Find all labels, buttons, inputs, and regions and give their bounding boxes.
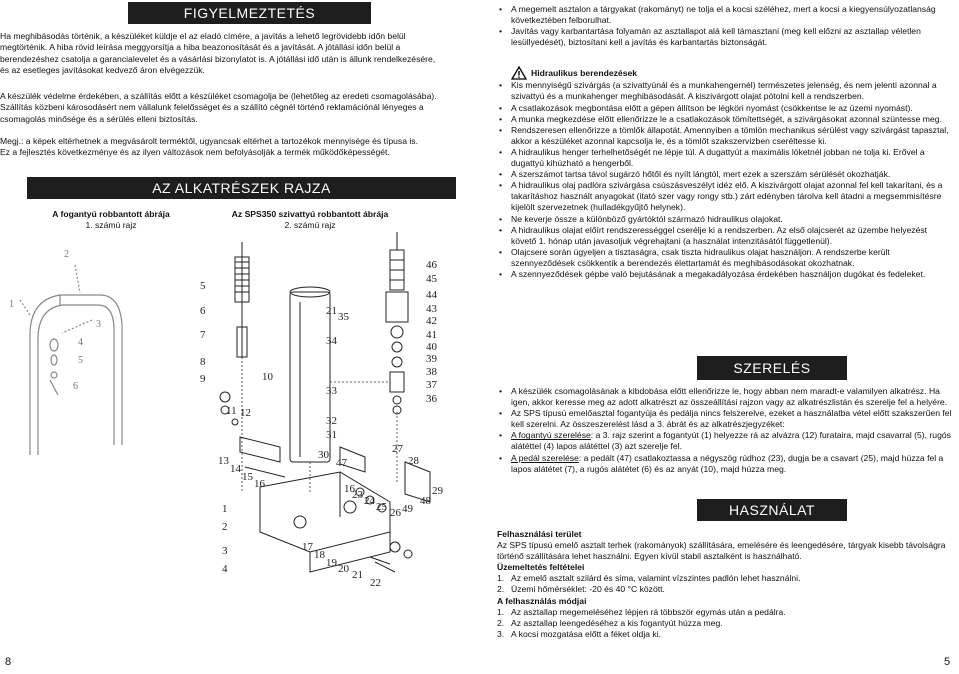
list-item: 2. Az asztallap leengedéséhez a kis fogantyút húzza meg. xyxy=(497,617,723,628)
list-item: 3. A kocsi mozgatása előtt a féket oldja ki. xyxy=(497,628,661,639)
right-column xyxy=(497,4,952,280)
fig2-label: 2 xyxy=(222,521,228,533)
fig2-label: 8 xyxy=(200,356,206,368)
fig2-label: 16 xyxy=(344,483,355,495)
fig1-label: 6 xyxy=(73,381,78,392)
fig2-label: 31 xyxy=(326,429,337,441)
fig2-label: 36 xyxy=(426,393,437,405)
fig2-label: 42 xyxy=(426,315,437,327)
conditions-heading: Üzemeltetés feltételei xyxy=(497,562,585,573)
list-item: • Javítás vagy karbantartása folyamán az asztallapot alá kell támasztani (meg kell előzni az asztallap véletlen lesüllyedését), biztosítani kell a javítás és karbantartás biztonságát. xyxy=(497,26,952,48)
list-item: • A munka megkezdése előtt ellenőrizze le a csatlakozások tömítettségét, a szivárgásokat azonnal szüntesse meg. xyxy=(497,114,952,125)
assembly-title: SZERELÉS xyxy=(697,356,847,380)
fig2-label: 3 xyxy=(222,545,228,557)
pedal-assembly-text: : a pedált (47) csatlakoztassa a négyszög rúdhoz (23), dugja be a csavart (25), majd húzza fel a lapos alátétet (7), a rugós alátétet (6) és az anyát (10), majd húzza meg. xyxy=(511,452,944,474)
top-bullet-list xyxy=(497,4,952,48)
assembly-bullet-list xyxy=(497,386,952,475)
list-item: • A hidraulikus henger terhelhetőségét ne lépje túl. A dugattyút a maximális löketnél jobban ne tolja ki. Erővel a dugattyú kihúzható a hengerből. xyxy=(497,147,952,169)
fig2-label: 24 xyxy=(364,495,375,507)
fig2-label: 49 xyxy=(402,503,413,515)
fig1-label: 3 xyxy=(96,319,101,330)
fig2-label: 28 xyxy=(408,455,419,467)
fig2-label: 39 xyxy=(426,353,437,365)
page-number-right: 5 xyxy=(944,656,951,668)
fig2-label: 29 xyxy=(432,485,443,497)
fig2-label: 38 xyxy=(426,366,437,378)
fig2-label: 27 xyxy=(392,443,403,455)
fig2-label: 19 xyxy=(326,557,337,569)
handle-exploded-drawing xyxy=(0,235,140,465)
parts-drawing-title: AZ ALKATRÉSZEK RAJZA xyxy=(27,177,456,199)
fig2-label: 21 xyxy=(326,305,337,317)
usage-section xyxy=(497,529,952,640)
fig2-label: 34 xyxy=(326,335,337,347)
list-item: • Ne keverje össze a különböző gyártóktól származó hidraulikus olajokat. xyxy=(497,214,952,225)
fig2-label: 16 xyxy=(254,478,265,490)
modes-list xyxy=(497,607,952,640)
list-item: • A szerszámot tartsa távol sugárzó hőtől és nyílt lángtól, mert ezek a szerszám sérülését okozhatják. xyxy=(497,169,952,180)
fig2-label: 1 xyxy=(222,503,228,515)
list-item: • A hidraulikus olajat előírt rendszerességgel cserélje ki a rendszerben. Az első olajcserét az üzembe helyezést követő 1. hónap után javasoljuk végrehajtani (a használat intenzitásától függetlenül). xyxy=(497,225,952,247)
fig2-label: 47 xyxy=(336,457,347,469)
fig1-label: 2 xyxy=(64,249,69,260)
modes-heading: A felhasználás módjai xyxy=(497,595,587,606)
fig2-label: 22 xyxy=(370,577,381,589)
warning-triangle-icon xyxy=(511,66,527,80)
fig2-label: 7 xyxy=(200,329,206,341)
fig2-label: 17 xyxy=(302,541,313,553)
fig2-subtitle: 2. számú rajz xyxy=(284,220,336,230)
fig2-label: 23 xyxy=(352,489,363,501)
fig2-label: 41 xyxy=(426,329,437,341)
fig2-label: 13 xyxy=(218,455,229,467)
field-text: Az SPS típusú emelő asztalt terhek (rakományok) szállítására, emelésére és leengedésére, tárgyak kisebb távolságra történő szállítására lehet használni. Egyen kívül stabil asztalként is használható. xyxy=(497,540,946,562)
hydraulic-bullet-list xyxy=(497,80,952,280)
list-item: • A szennyeződések gépbe való bejutásának a megakadályozása érdekében használjon dugókat és fedeleket. xyxy=(497,269,952,280)
fig2-label: 18 xyxy=(314,549,325,561)
packaging-paragraph: A készülék védelme érdekében, a szállítás előtt a készüléket csomagolja be (lehetőleg az eredeti csomagolásába). Szállítás közbeni károsodásért nem vállalunk felelősséget és a szállító cégnél történő reklamációnál lényeges a csomagolás minősége és a sérülés elleni biztosítás. xyxy=(0,91,437,124)
handle-assembly-label: A fogantyú szerelése xyxy=(511,430,591,441)
fig1-label: 4 xyxy=(78,337,83,348)
conditions-list xyxy=(497,573,952,595)
fig2-label: 25 xyxy=(376,501,387,513)
list-item xyxy=(497,430,952,452)
fig2-label: 46 xyxy=(426,259,437,271)
pedal-assembly-label: A pedál szerelése xyxy=(511,452,579,463)
hydraulic-title: Hidraulikus berendezések xyxy=(531,68,638,79)
fig2-label: 40 xyxy=(426,341,437,353)
fig2-label: 26 xyxy=(390,507,401,519)
fig2-label: 43 xyxy=(426,303,437,315)
list-item: • Kis mennyiségű szivárgás (a szivattyúnál és a munkahengernél) természetes jelenség, és nem jelenti azonnal a szivattyú és a munkahenger meghibásodását. A kiszivárgott olajat pótolni kell a rendszerben. xyxy=(497,80,952,102)
fig2-label: 14 xyxy=(230,463,241,475)
list-item: • Rendszeresen ellenőrizze a tömlők állapotát. Amennyiben a tömlön mechanikus sérülést vagy szivárgást tapasztal, akkor a készüléket azonnal kapcsolja le, és a tömlőt szakszervizben cseréltesse ki. xyxy=(497,125,952,147)
fig2-label: 45 xyxy=(426,273,437,285)
fig2-label: 12 xyxy=(240,407,251,419)
pump-exploded-drawing xyxy=(190,232,460,600)
fig2-label: 35 xyxy=(338,311,349,323)
list-item: 1. Az emelő asztalt szilárd és sima, valamint vízszintes padlón lehet használni. xyxy=(497,573,801,584)
fig2-label: 4 xyxy=(222,563,228,575)
fig2-label: 33 xyxy=(326,385,337,397)
list-item: 2. Üzemi hőmérséklet: -20 és 40 °C között. xyxy=(497,584,665,595)
fig2-label: 30 xyxy=(318,449,329,461)
fig2-label: 6 xyxy=(200,305,206,317)
fig2-label: 15 xyxy=(242,471,253,483)
list-item: • A csatlakozások megbontása előtt a gépen állítson be légköri nyomást (csökkentse le az üzemi nyomást). xyxy=(497,103,952,114)
fig2-label: 21 xyxy=(352,569,363,581)
fig2-label: 11 xyxy=(226,405,237,417)
fig2-label: 44 xyxy=(426,289,437,301)
list-item: • A készülék csomagolásának a kibdobása előtt ellenőrizze le, hogy abban nem maradt-e valamilyen alkatrész. Ha igen, akkor keresse meg az adott alkatrészt az összeállítási rajzon vagy az alkatrészlistán és szerelje fel a helyére. xyxy=(497,386,952,408)
fig2-label: 20 xyxy=(338,563,349,575)
fig2-label: 32 xyxy=(326,415,337,427)
list-item: • Az SPS típusú emelőasztal fogantyúja és pedálja nincs felszerelve, ezeket a használatba vétel előtt szakszerűen fel kell szerelni. Az összeszerelést lásd a 3. ábrát és az alkatrészjegyzéket: xyxy=(497,408,952,430)
handle-assembly-text: : a 3. rajz szerint a fogantyút (1) helyezze rá az alvázra (12) furataira, majd csavarral (5), rugós alátéttel (4) lapos alátéttel (3) azt szerelje fel. xyxy=(511,430,951,452)
page-number-left: 8 xyxy=(5,656,12,668)
warning-title: FIGYELMEZTETÉS xyxy=(128,2,371,24)
fig2-label: 37 xyxy=(426,379,437,391)
fig1-subtitle: 1. számú rajz xyxy=(85,220,137,230)
list-item: • Olajcsere során ügyeljen a tisztaságra, csak tiszta hidraulikus olajat használjon. A rendszerbe került szennyeződések csökkentik a berendezés élettartamát és meghibásodásokat okozhatnak. xyxy=(497,247,952,269)
fig2-label: 5 xyxy=(200,280,206,292)
list-item: • A megemelt asztalon a tárgyakat (rakományt) ne tolja el a kocsi széléhez, mert a kocsi a kiegyensúlyozatlanság következtében felborulhat. xyxy=(497,4,952,26)
field-heading: Felhasználási terület xyxy=(497,529,582,539)
fig2-title: Az SPS350 szivattyú robbantott ábrája xyxy=(231,209,389,219)
fig2-label: 48 xyxy=(420,495,431,507)
fig2-label: 10 xyxy=(262,371,273,383)
usage-title: HASZNÁLAT xyxy=(697,499,847,521)
assembly-section xyxy=(497,386,952,475)
fig1-label: 1 xyxy=(9,299,14,310)
fig2-label: 9 xyxy=(200,373,206,385)
hydraulic-heading xyxy=(511,66,952,80)
warranty-paragraph: Ha meghibásodás történik, a készüléket küldje el az eladó címére, a javítás a lehető legrövidebb időn belül megtörténik. A hiba rövid leírása meggyorsítja a hiba beazonosítását és a javítását. A jótállási időn belül a berendezéshez csatolja a garancialevelet és a vásárlási bizonylatot is. A jótállási idő után is állunk rendelkezésére, és az esetleges javításokat kedvező áron elvégezzük. xyxy=(0,31,436,76)
list-item: 1. Az asztallap megemeléséhez lépjen rá többször egymás után a pedálra. xyxy=(497,606,786,617)
fig1-title: A fogantyú robbantott ábrája xyxy=(52,209,170,219)
note-paragraph: Megj.: a képek eltérhetnek a megvásárolt terméktől, ugyancsak eltérhet a tartozékok mennyisége és típusa is. Ez a fejlesztés következménye és az ilyen változások nem befolyásolják a termék működőképességét. xyxy=(0,136,418,158)
list-item: • A hidraulikus olaj padlóra szivárgása csúszásveszélyt idéz elő. A kiszivárgott olajat azonnal fel kell takarítani, és a takarításhoz használt anyagokat (itató szer vagy rongy stb.) zárt edényben tárolva kell átadni a megsemmisítésre kijelölt szervezetnek (hulladékgyűjtő helynek). xyxy=(497,180,952,213)
fig1-label: 5 xyxy=(78,355,83,366)
list-item xyxy=(497,453,952,475)
